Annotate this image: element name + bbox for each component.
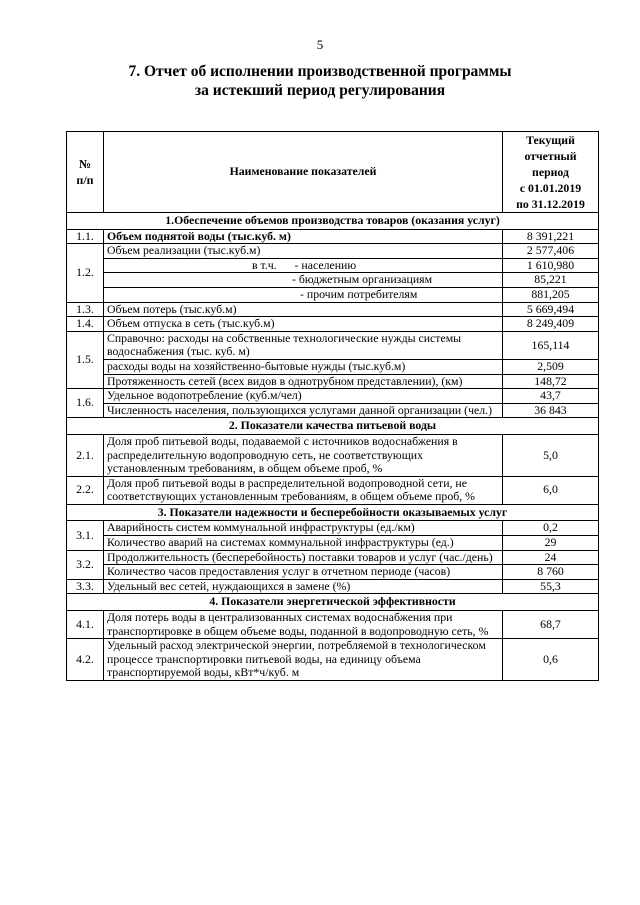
section-row xyxy=(67,594,599,611)
title-line-1: 7. Отчет об исполнении производственной программы xyxy=(128,63,512,80)
table-row xyxy=(67,565,599,580)
row-value: 8 249,409 xyxy=(503,317,599,332)
table-row xyxy=(67,302,599,317)
section-4-title: 4. Показатели энергетической эффективности xyxy=(67,594,599,611)
row-num: 3.1. xyxy=(67,521,104,550)
row-name: расходы воды на хозяйственно-бытовые нужды (тыс.куб.м) xyxy=(104,359,503,374)
row-value: 165,114 xyxy=(503,331,599,359)
table-row xyxy=(67,434,599,476)
row-value: 36 843 xyxy=(503,403,599,418)
row-name: Протяженность сетей (всех видов в однотрубном представлении), (км) xyxy=(104,374,503,389)
row-value: 2,509 xyxy=(503,359,599,374)
table-header-row xyxy=(67,132,599,213)
row-num: 1.4. xyxy=(67,317,104,332)
header-num: № п/п xyxy=(67,132,104,213)
table-row xyxy=(67,550,599,565)
row-value: 0,2 xyxy=(503,521,599,536)
header-name: Наименование показателей xyxy=(104,132,503,213)
table-row xyxy=(67,258,599,273)
row-name: Доля потерь воды в централизованных системах водоснабжения при транспортировке в общем объеме воды, поданной в водопроводную сеть, % xyxy=(104,611,503,639)
row-num: 3.2. xyxy=(67,550,104,579)
table-row xyxy=(67,359,599,374)
row-value: 881,205 xyxy=(503,287,599,302)
table-row xyxy=(67,273,599,288)
row-name: Доля проб питьевой воды, подаваемой с источников водоснабжения в распределительную водопроводную сеть, не соответствующих установленным требованиям, в общем объеме проб, % xyxy=(104,434,503,476)
table-row xyxy=(67,476,599,504)
row-value: 0,6 xyxy=(503,639,599,681)
row-name: Количество аварий на системах коммунальной инфраструктуры (ед.) xyxy=(104,536,503,551)
row-value: 6,0 xyxy=(503,476,599,504)
row-name: Удельный вес сетей, нуждающихся в замене (%) xyxy=(104,579,503,594)
table-row xyxy=(67,403,599,418)
row-name: Доля проб питьевой воды в распределительной водопроводной сети, не соответствующих установленным требованиям, в общем объеме проб, % xyxy=(104,476,503,504)
section-row xyxy=(67,504,599,521)
row-value: 29 xyxy=(503,536,599,551)
row-num: 1.2. xyxy=(67,244,104,302)
row-num: 1.5. xyxy=(67,331,104,388)
page-number: 5 xyxy=(316,37,324,52)
row-value: 1 610,980 xyxy=(503,258,599,273)
row-name: Удельный расход электрической энергии, потребляемой в технологическом процессе транспортировки питьевой воды, на единицу объема транспортируемой воды, кВт*ч/куб. м xyxy=(104,639,503,681)
row-value: 8 391,221 xyxy=(503,229,599,244)
section-1-title: 1.Обеспечение объемов производства товаров (оказания услуг) xyxy=(67,213,599,230)
report-title xyxy=(0,62,640,100)
row-name: Продолжительность (бесперебойность) поставки товаров и услуг (час./день) xyxy=(104,550,503,565)
table-row xyxy=(67,389,599,404)
production-program-report-table xyxy=(66,131,599,681)
row-name: Объем отпуска в сеть (тыс.куб.м) xyxy=(104,317,503,332)
table-row xyxy=(67,317,599,332)
row-num: 4.2. xyxy=(67,639,104,681)
row-value: 8 760 xyxy=(503,565,599,580)
section-row xyxy=(67,213,599,230)
row-value: 85,221 xyxy=(503,273,599,288)
row-num: 2.2. xyxy=(67,476,104,504)
row-name: Аварийность систем коммунальной инфраструктуры (ед./км) xyxy=(104,521,503,536)
table-row xyxy=(67,639,599,681)
row-value: 68,7 xyxy=(503,611,599,639)
row-name: Численность населения, пользующихся услугами данной организации (чел.) xyxy=(104,403,503,418)
row-num: 3.3. xyxy=(67,579,104,594)
row-name: Объем поднятой воды (тыс.куб. м) xyxy=(104,229,503,244)
section-3-title: 3. Показатели надежности и бесперебойности оказываемых услуг xyxy=(67,504,599,521)
row-name: Объем реализации (тыс.куб.м) xyxy=(104,244,503,259)
header-period: Текущий отчетный период с 01.01.2019 по 31.12.2019 xyxy=(503,132,599,213)
row-num: 4.1. xyxy=(67,611,104,639)
row-value: 148,72 xyxy=(503,374,599,389)
row-value: 5 669,494 xyxy=(503,302,599,317)
row-num: 1.1. xyxy=(67,229,104,244)
row-name: Количество часов предоставления услуг в отчетном периоде (часов) xyxy=(104,565,503,580)
row-value: 2 577,406 xyxy=(503,244,599,259)
row-num: 1.3. xyxy=(67,302,104,317)
table-row xyxy=(67,331,599,359)
row-prefix: в т.ч. xyxy=(252,257,277,272)
row-subname: - населению xyxy=(294,257,357,272)
row-name: - бюджетным организациям xyxy=(104,273,503,288)
row-value: 24 xyxy=(503,550,599,565)
table-row xyxy=(67,244,599,259)
row-name: Удельное водопотребление (куб.м/чел) xyxy=(104,389,503,404)
row-num: 1.6. xyxy=(67,389,104,418)
row-name: Справочно: расходы на собственные технологические нужды системы водоснабжения (тыс. куб. м) xyxy=(104,331,503,359)
row-value: 43,7 xyxy=(503,389,599,404)
title-line-2: за истекший период регулирования xyxy=(194,82,446,99)
table-row xyxy=(67,229,599,244)
row-num: 2.1. xyxy=(67,434,104,476)
section-2-title: 2. Показатели качества питьевой воды xyxy=(67,418,599,435)
table-row xyxy=(67,579,599,594)
row-value: 5,0 xyxy=(503,434,599,476)
row-name: - прочим потребителям xyxy=(104,287,503,302)
table-row xyxy=(67,521,599,536)
row-value: 55,3 xyxy=(503,579,599,594)
table-row xyxy=(67,374,599,389)
section-row xyxy=(67,418,599,435)
row-name: Объем потерь (тыс.куб.м) xyxy=(104,302,503,317)
row-name xyxy=(104,258,503,273)
table-row xyxy=(67,611,599,639)
table-row xyxy=(67,536,599,551)
table-row xyxy=(67,287,599,302)
